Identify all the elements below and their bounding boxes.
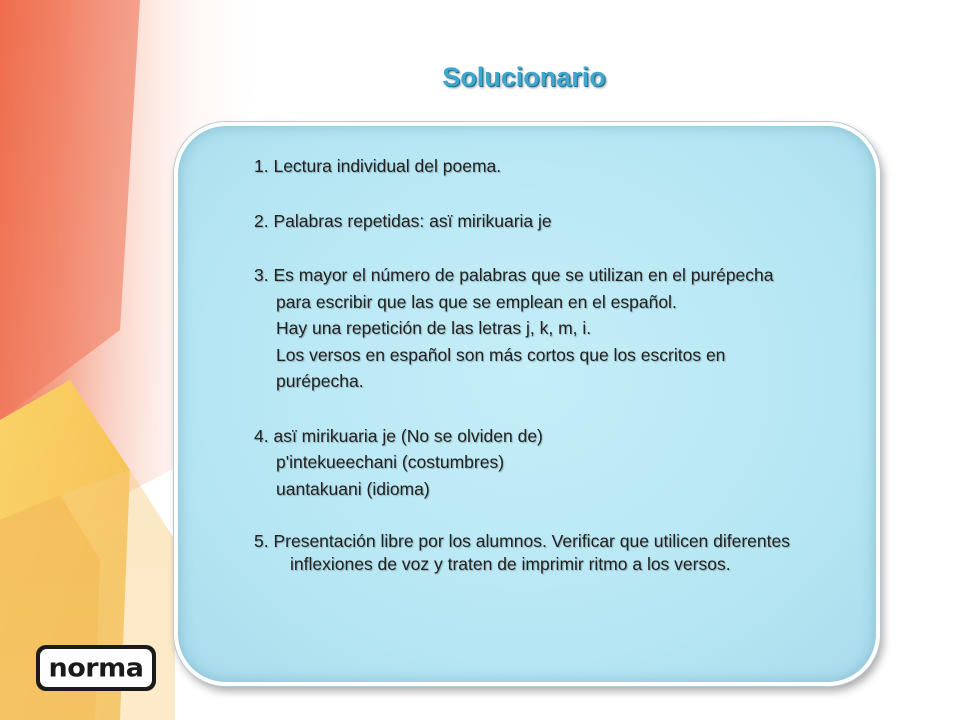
slide-title: Solucionario bbox=[442, 62, 606, 92]
item-3-line-2: Hay una repetición de las letras j, k, m, i. bbox=[276, 318, 592, 338]
item-4 bbox=[254, 423, 854, 450]
item-4-text: asï mirikuaria je (No se olviden de) bbox=[268, 425, 543, 446]
item-5-text: Presentación libre por los alumnos. Verificar que utilicen diferentes bbox=[268, 531, 790, 551]
item-4-line-1: p'intekueechani (costumbres) bbox=[276, 452, 505, 472]
item-3-line-1: para escribir que las que se emplean en el español. bbox=[276, 291, 677, 312]
item-5 bbox=[254, 530, 854, 553]
item-5-number: 5. bbox=[254, 531, 269, 551]
answer-list bbox=[254, 153, 854, 576]
norma-logo bbox=[36, 645, 156, 691]
item-2-number: 2. bbox=[254, 210, 269, 231]
item-3-line-4: purépecha. bbox=[276, 371, 364, 391]
item-2 bbox=[254, 208, 854, 235]
item-5-line-1: inflexiones de voz y traten de imprimir ritmo a los versos. bbox=[290, 554, 731, 574]
item-4-line-2: uantakuani (idioma) bbox=[276, 478, 430, 499]
item-3-line-3: Los versos en español son más cortos que los escritos en bbox=[276, 344, 726, 365]
item-3-number: 3. bbox=[254, 265, 269, 285]
item-2-text: Palabras repetidas: asï mirikuaria je bbox=[268, 210, 552, 231]
item-1-text: Lectura individual del poema. bbox=[268, 156, 502, 176]
item-1-number: 1. bbox=[254, 156, 269, 176]
item-3-text: Es mayor el número de palabras que se utilizan en el purépecha bbox=[268, 265, 774, 285]
item-3 bbox=[254, 262, 854, 289]
item-4-number: 4. bbox=[254, 425, 269, 446]
logo-text: norma bbox=[48, 653, 144, 683]
item-1 bbox=[254, 153, 854, 180]
